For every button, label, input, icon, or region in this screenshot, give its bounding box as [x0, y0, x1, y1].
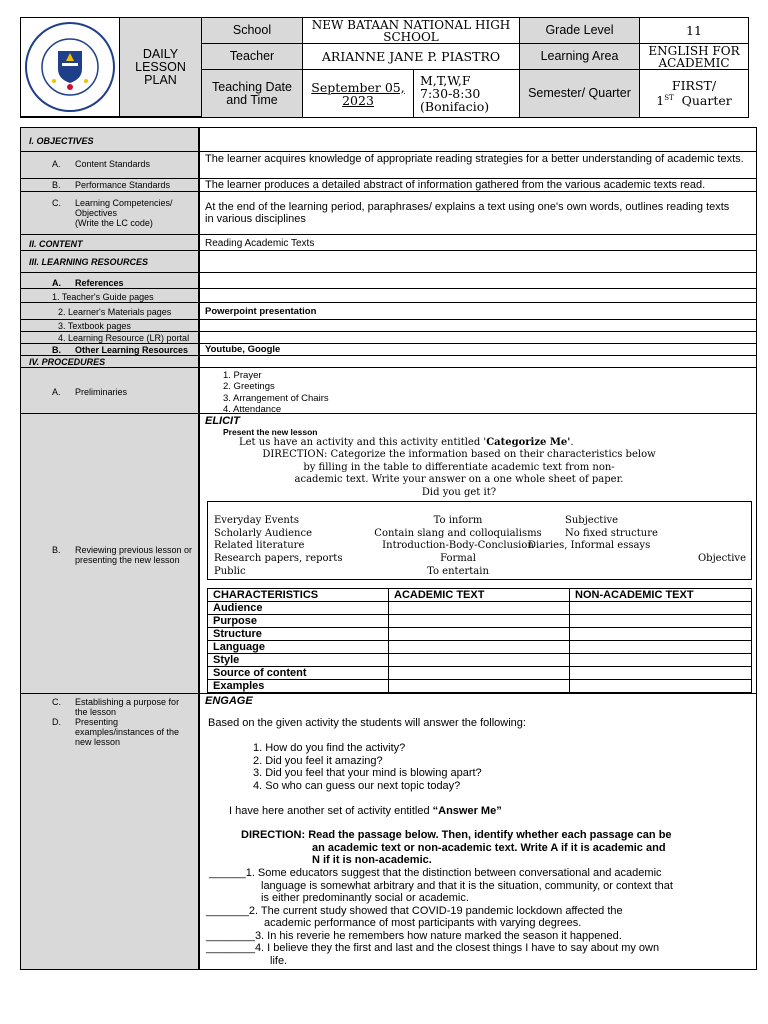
table-row	[208, 615, 752, 628]
table-cell[interactable]	[570, 615, 752, 628]
engage-questions	[253, 742, 482, 792]
engage-direction	[241, 829, 721, 867]
other-value: Youtube, Google	[205, 344, 281, 355]
engage-item: language is somewhat arbitrary and that it is the situation, community, or context that	[261, 879, 673, 892]
area-value-cell	[640, 44, 748, 70]
table-cell: Purpose	[208, 615, 389, 628]
area-label: Learning Area	[540, 49, 619, 63]
content-standards-value: The learner acquires knowledge of appropriate reading strategies for a better understanding of academic texts.	[205, 153, 744, 165]
references-label: References	[75, 278, 124, 288]
elicit-direction	[239, 449, 679, 499]
date-label-cell	[202, 70, 303, 117]
teacher-label: Teacher	[229, 49, 275, 63]
quarter-word: Quarter	[681, 93, 732, 109]
engage-items	[206, 867, 736, 967]
table-cell[interactable]	[570, 628, 752, 641]
engage-item: _______2. The current study showed that COVID-19 pandemic lockdown affected the	[206, 904, 623, 917]
examples-letter: D.	[52, 717, 61, 727]
performance-label: Performance Standards	[75, 180, 171, 190]
teacher-value-cell	[303, 44, 520, 70]
review-letter: B.	[52, 545, 61, 555]
table-header: NON-ACADEMIC TEXT	[570, 589, 752, 602]
table-cell: Source of content	[208, 667, 389, 680]
engage-question: 1. How do you find the activity?	[253, 742, 406, 754]
other-label: Other Learning Resources	[75, 345, 189, 355]
table-row	[208, 667, 752, 680]
table-row	[208, 680, 752, 693]
semester-value-cell	[640, 70, 748, 117]
prelim-item: 3. Arrangement of Chairs	[223, 392, 329, 404]
engage-another-a: I have here another set of activity entitled	[229, 805, 433, 817]
prelim-item: 2. Greetings	[223, 381, 275, 393]
table-cell[interactable]	[389, 628, 570, 641]
table-row	[208, 654, 752, 667]
semester-value: FIRST/	[671, 78, 717, 94]
quarter-value	[656, 92, 732, 107]
elicit-intro-c: .	[570, 437, 574, 448]
date-value-cell	[303, 70, 414, 117]
other-letter: B.	[52, 345, 61, 355]
elicit-intro	[239, 437, 574, 450]
teacher-label-cell	[202, 44, 303, 70]
table-cell[interactable]	[389, 615, 570, 628]
engage-another-b: “Answer Me”	[432, 805, 502, 817]
competencies-value: At the end of the learning period, paraphrases/ explains a text using one's own words, outlines reading texts in various disciplines	[205, 201, 730, 225]
performance-letter: B.	[52, 180, 61, 190]
lr-portal-label: 4. Learning Resource (LR) portal	[58, 333, 190, 343]
purpose-letter: C.	[52, 697, 61, 707]
word-item: To entertain	[427, 565, 489, 577]
table-cell: Structure	[208, 628, 389, 641]
word-item: Everyday Events	[214, 515, 299, 526]
table-cell[interactable]	[389, 654, 570, 667]
engage-item: ______1. Some educators suggest that the distinction between conversational and academic	[209, 867, 662, 879]
engage-question: 2. Did you feel it amazing?	[253, 754, 383, 767]
table-cell[interactable]	[389, 602, 570, 615]
engage-item: ________3. In his reverie he remembers how nature marked the season it happened.	[206, 929, 622, 942]
school-value-cell	[303, 18, 520, 44]
table-cell[interactable]	[570, 680, 752, 693]
word-item: Diaries, Informal essays	[528, 540, 651, 552]
elicit-direction-line: DIRECTION: Categorize the information based on their characteristics below	[262, 449, 656, 460]
engage-direction-line: N if it is non-academic.	[312, 854, 432, 866]
table-cell[interactable]	[570, 641, 752, 654]
word-item: Research papers, reports	[214, 553, 343, 565]
elicit-intro-a: Let us have an activity and this activity entitled '	[239, 437, 487, 448]
table-cell: Audience	[208, 602, 389, 615]
word-item: To inform	[433, 515, 483, 526]
engage-title: ENGAGE	[205, 695, 253, 707]
word-item: Contain slang and colloquialisms	[374, 527, 542, 539]
engage-direction-line: an academic text or non-academic text. Write A if it is academic and	[312, 841, 666, 854]
elicit-title: ELICIT	[205, 415, 240, 427]
word-item: Objective	[697, 553, 746, 565]
textbook-label: 3. Textbook pages	[58, 321, 131, 331]
table-row	[208, 602, 752, 615]
purpose-label: Establishing a purpose for the lesson	[75, 697, 180, 717]
table-cell: Style	[208, 654, 389, 667]
resources-label: III. LEARNING RESOURCES	[29, 257, 149, 267]
engage-intro: Based on the given activity the students will answer the following:	[208, 717, 526, 729]
lesson-plan-table	[20, 127, 757, 970]
table-cell[interactable]	[570, 667, 752, 680]
table-cell[interactable]	[389, 667, 570, 680]
date-value: September 05, 2023	[311, 79, 405, 108]
engage-item: is either predominantly social or academic.	[261, 892, 469, 904]
engage-item: academic performance of most participants with varying degrees.	[264, 917, 582, 929]
elicit-direction-line: by filling in the table to differentiate academic text from non-	[303, 461, 615, 473]
word-item: Formal	[440, 553, 476, 565]
content-standards-label: Content Standards	[75, 159, 151, 169]
table-row	[208, 641, 752, 654]
references-letter: A.	[52, 278, 61, 288]
area-value: ENGLISH FOR ACADEMIC	[648, 43, 740, 70]
prelim-item: 4. Attendance	[223, 403, 282, 415]
time-value-cell	[414, 70, 520, 117]
engage-another	[229, 805, 502, 818]
engage-question: 3. Did you feel that your mind is blowing apart?	[253, 767, 482, 779]
elicit-intro-b: Categorize Me'	[486, 437, 571, 448]
grade-value-cell	[640, 18, 748, 44]
header-table	[20, 17, 749, 118]
word-box	[207, 501, 752, 580]
procedures-label: IV. PROCEDURES	[29, 357, 106, 367]
table-header: CHARACTERISTICS	[208, 589, 389, 602]
table-cell[interactable]	[389, 680, 570, 693]
elicit-direction-line: academic text. Write your answer on a one whole sheet of paper.	[294, 474, 624, 485]
tg-pages-label: 1. Teacher's Guide pages	[52, 292, 154, 302]
word-item: Public	[214, 565, 246, 577]
word-item: Subjective	[565, 515, 619, 526]
grade-label: Grade Level	[545, 23, 614, 37]
competencies-letter: C.	[52, 198, 61, 208]
logo-cell	[21, 18, 120, 117]
deped-seal-icon	[24, 21, 116, 113]
teacher-value: ARIANNE JANE P. PIASTRO	[321, 49, 501, 64]
review-label: Reviewing previous lesson or presenting the new lesson	[75, 545, 193, 565]
time-value: M,T,W,F 7:30-8:30 (Bonifacio)	[420, 73, 490, 114]
content-standards-letter: A.	[52, 159, 61, 169]
competencies-label: Learning Competencies/ Objectives (Write the LC code)	[75, 198, 173, 228]
table-header-row	[208, 589, 752, 602]
elicit-direction-line: Did you get it?	[421, 486, 497, 498]
area-label-cell	[520, 44, 640, 70]
content-label: II. CONTENT	[29, 239, 83, 249]
word-item: Scholarly Audience	[214, 527, 313, 539]
table-cell[interactable]	[389, 641, 570, 654]
table-cell[interactable]	[570, 654, 752, 667]
word-item: No fixed structure	[565, 527, 658, 539]
engage-item: ________4. I believe they the first and last and the closest things I have to say about my own	[206, 942, 660, 954]
word-item: Introduction-Body-Conclusion	[382, 540, 534, 552]
prelim-item: 1. Prayer	[223, 370, 262, 381]
quarter-sup: ST	[664, 94, 674, 103]
lm-pages-label: 2. Learner's Materials pages	[58, 307, 172, 317]
table-cell[interactable]	[570, 602, 752, 615]
school-label-cell	[202, 18, 303, 44]
elicit-subtitle: Present the new lesson	[223, 427, 318, 437]
engage-direction-line: DIRECTION: Read the passage below. Then, identify whether each passage can be	[241, 829, 672, 841]
performance-value: The learner produces a detailed abstract of information gathered from the various academic texts read.	[205, 179, 706, 191]
dlp-label: DAILY LESSON PLAN	[135, 46, 186, 87]
engage-question: 4. So who can guess our next topic today?	[253, 779, 461, 792]
characteristics-table	[207, 588, 752, 693]
date-label: Teaching Date and Time	[212, 79, 292, 107]
prelim-list	[223, 370, 329, 415]
examples-label: Presenting examples/instances of the new lesson	[75, 717, 180, 747]
quarter-num: 1	[656, 93, 665, 109]
table-row	[208, 628, 752, 641]
table-cell: Language	[208, 641, 389, 654]
grade-value: 11	[686, 23, 702, 38]
content-value: Reading Academic Texts	[205, 238, 315, 249]
dlp-label-cell	[120, 18, 202, 117]
table-header: ACADEMIC TEXT	[389, 589, 570, 602]
school-value: NEW BATAAN NATIONAL HIGH SCHOOL	[311, 17, 511, 44]
table-cell: Examples	[208, 680, 389, 693]
semester-label-cell	[520, 70, 640, 117]
semester-label: Semester/ Quarter	[528, 86, 631, 100]
prelim-letter: A.	[52, 387, 61, 397]
objectives-label: I. OBJECTIVES	[29, 136, 94, 146]
school-label: School	[232, 23, 272, 37]
grade-label-cell	[520, 18, 640, 44]
lm-pages-value: Powerpoint presentation	[205, 306, 317, 317]
word-item: Related literature	[214, 540, 305, 552]
engage-item: life.	[270, 954, 288, 967]
prelim-label: Preliminaries	[75, 387, 128, 397]
